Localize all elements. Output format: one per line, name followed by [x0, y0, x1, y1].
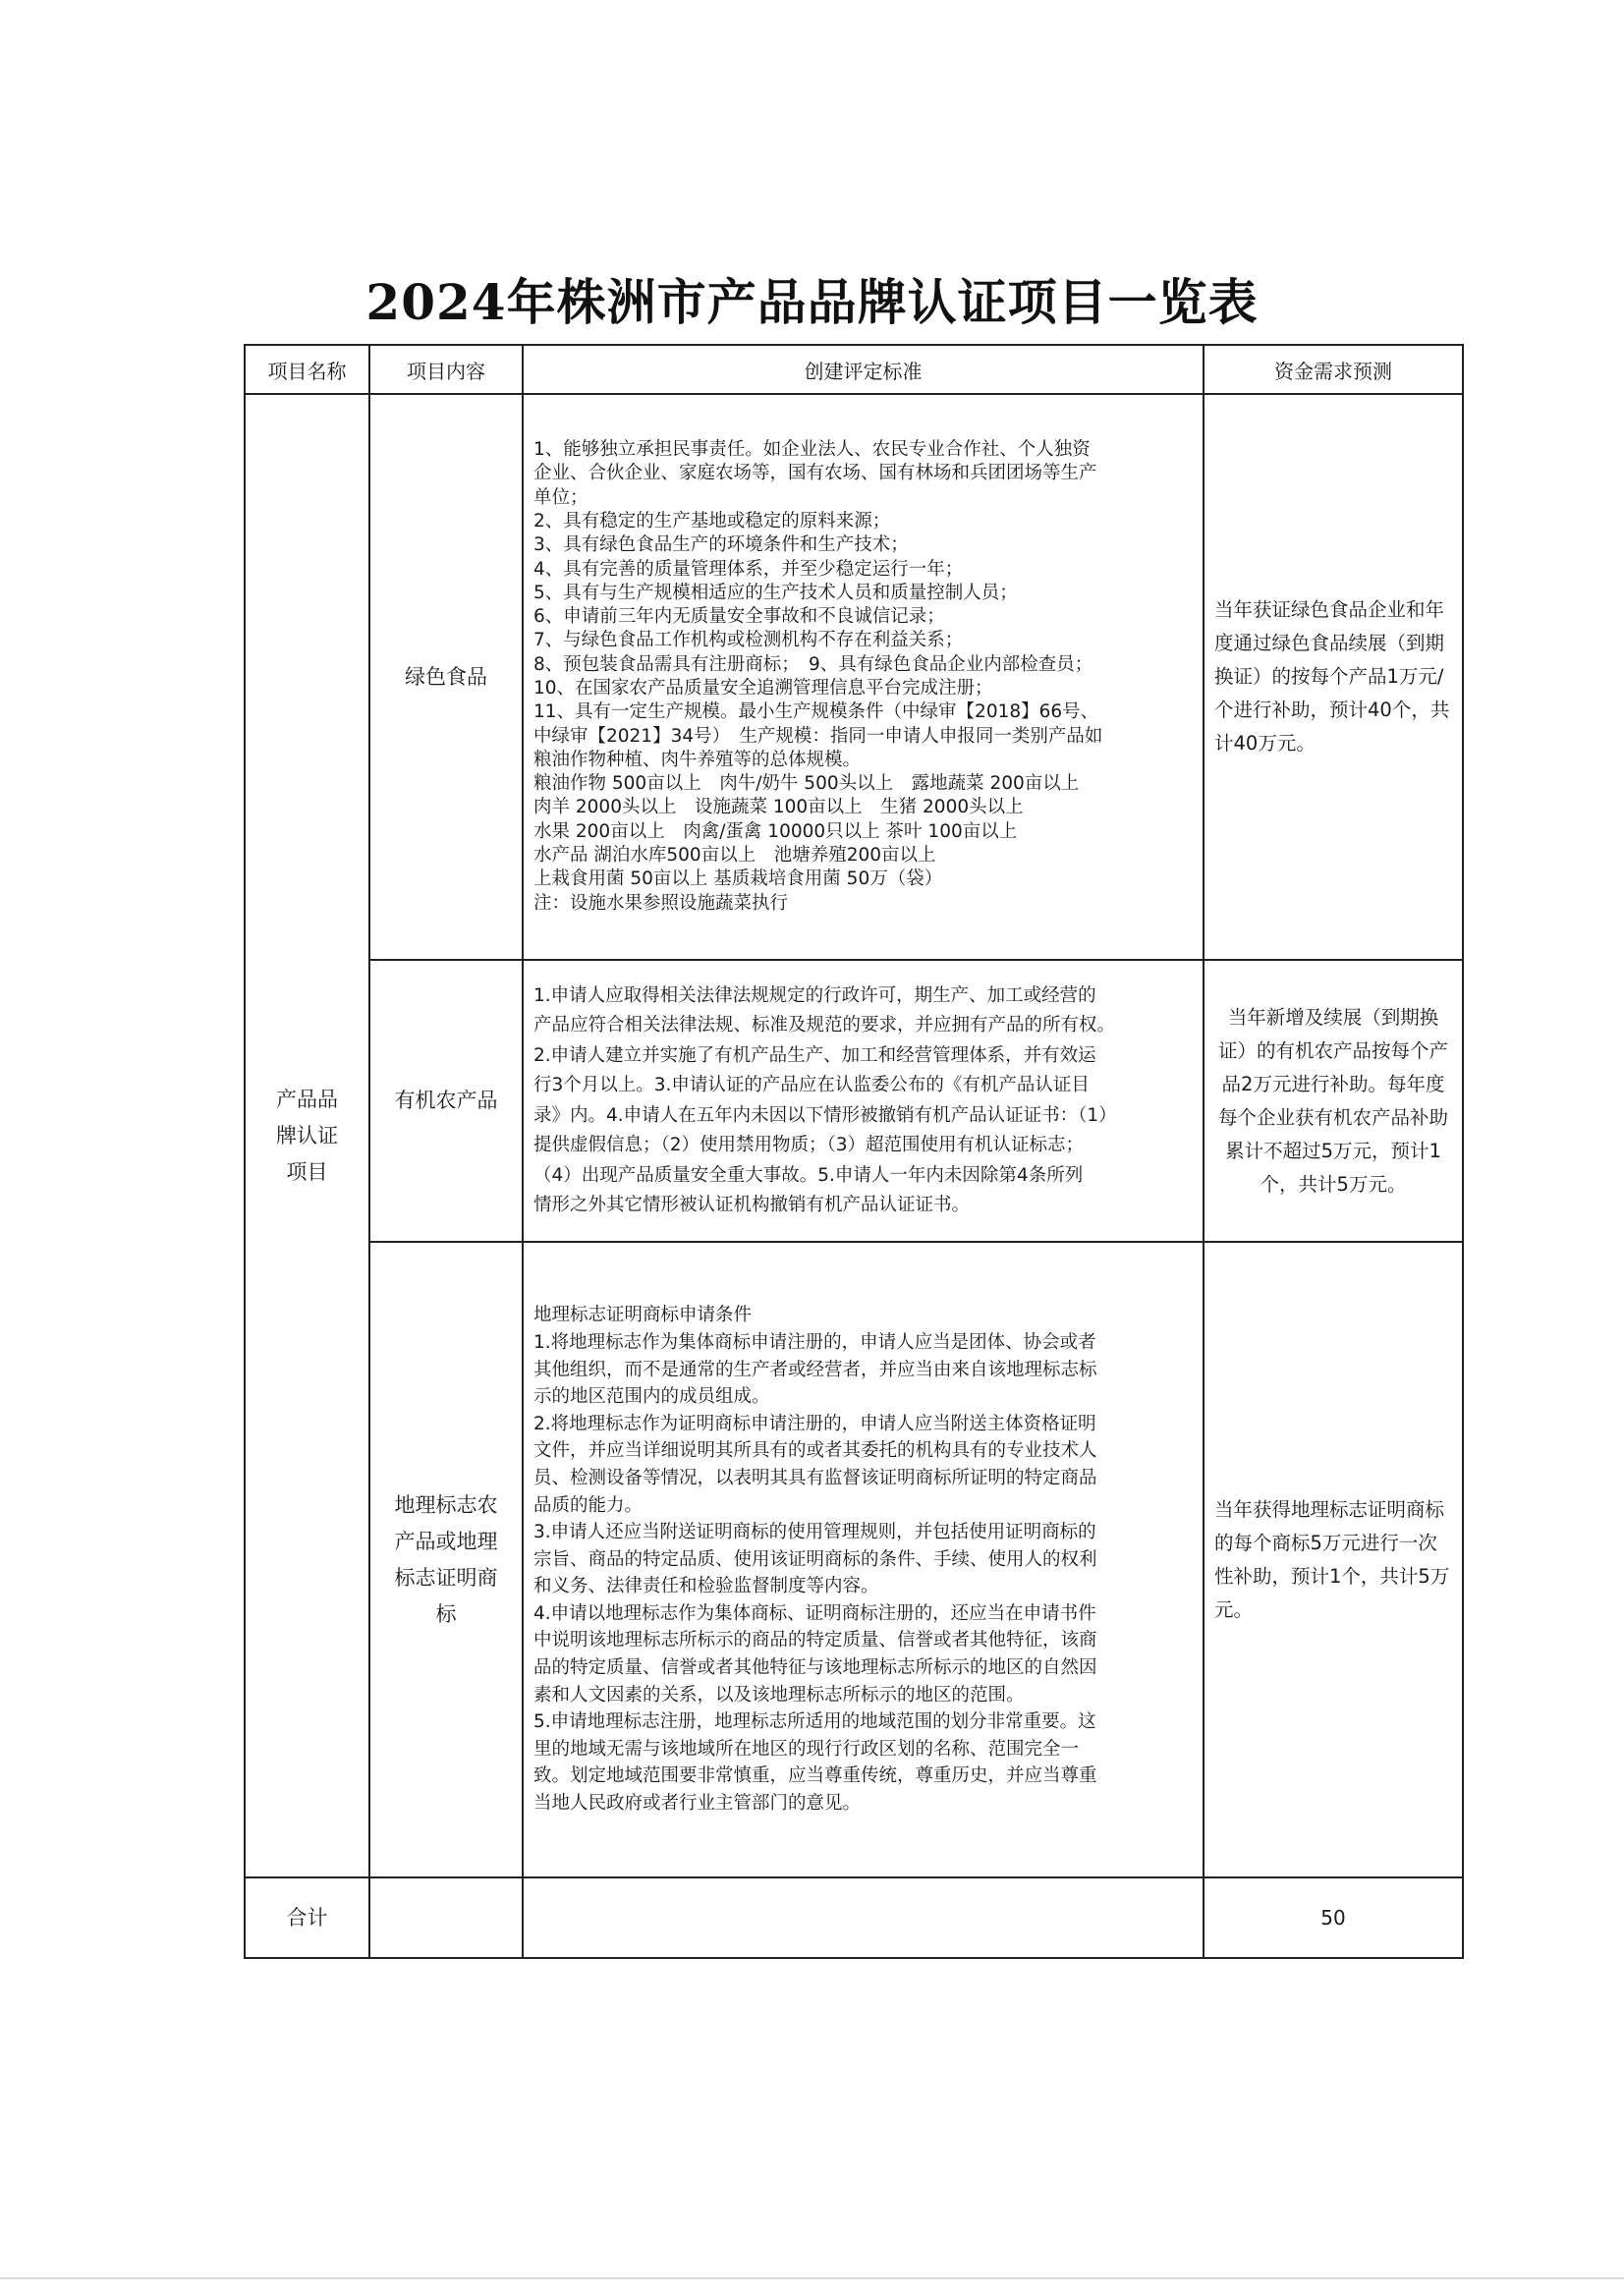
total-label: 合计 [286, 1905, 328, 1930]
standard-line: 中说明该地理标志所标示的商品的特定质量、信誉或者其他特征，该商 [533, 1630, 1097, 1651]
funding-cell [1204, 960, 1463, 1242]
table-row-green-food [245, 394, 1463, 960]
group-name: 产品品牌认证项目 [276, 1087, 338, 1184]
standard-line: 2.将地理标志作为证明商标申请注册的，申请人应当附送主体资格证明 [533, 1413, 1096, 1434]
category-label: 地理标志农产品或地理标志证明商标 [394, 1492, 498, 1626]
standard-cell [523, 394, 1204, 960]
category-label: 绿色食品 [405, 664, 487, 689]
table-header-row [245, 345, 1463, 394]
standard-cell [523, 1242, 1204, 1877]
standard-line: 粮油作物种植、肉牛养殖等的总体规模。 [533, 749, 862, 770]
standard-line: 行3个月以上。3.申请认证的产品应在认监委公布的《有机产品认证目 [533, 1075, 1090, 1095]
standard-line: 6、申请前三年内无质量安全事故和不良诚信记录； [533, 606, 945, 628]
standard-line: 品质的能力。 [533, 1494, 644, 1516]
standard-line: （4）出现产品质量安全重大事故。5.申请人一年内未因除第4条所列 [533, 1164, 1084, 1186]
standard-line: 其他组织，而不是通常的生产者或经营者，并应当由来自该地理标志标 [533, 1359, 1097, 1380]
standard-line: 地理标志证明商标申请条件 [533, 1305, 753, 1326]
standard-line: 产品应符合相关法律法规、标准及规范的要求，并应拥有产品的所有权。 [533, 1015, 1116, 1036]
standard-line: 企业、合伙企业、家庭农场等，国有农场、国有林场和兵团团场等生产 [533, 463, 1097, 484]
page-title: 2024年株洲市产品品牌认证项目一览表 [365, 273, 1259, 331]
header-project-content: 项目内容 [369, 345, 523, 394]
standard-line: 示的地区范围内的成员组成。 [533, 1386, 770, 1408]
standard-line: 5.申请地理标志注册，地理标志所适用的地域范围的划分非常重要。这 [533, 1711, 1096, 1733]
standard-line: 粮油作物 500亩以上 肉牛/奶牛 500头以上 露地蔬菜 200亩以上 [533, 773, 1080, 795]
table-row-total [245, 1877, 1463, 1958]
standard-line: 单位； [533, 486, 588, 508]
standard-line: 10、在国家农产品质量安全追溯管理信息平台完成注册； [533, 678, 993, 699]
total-value: 50 [1320, 1906, 1346, 1930]
total-empty-cell [523, 1877, 1204, 1958]
project-table [244, 344, 1464, 1959]
standard-line: 水果 200亩以上 肉禽/蛋禽 10000只以上 茶叶 100亩以上 [533, 820, 1018, 842]
category-cell [369, 960, 523, 1242]
standard-line: 情形之外其它情形被认证机构撤销有机产品认证证书。 [533, 1195, 971, 1215]
standard-line: 录》内。4.申请人在五年内未因以下情形被撤销有机产品认证证书：（1） [533, 1104, 1117, 1126]
standard-line: 上栽食用菌 50亩以上 基质栽培食用菌 50万（袋） [533, 868, 943, 890]
standard-line: 2、具有稳定的生产基地或稳定的原料来源； [533, 510, 891, 532]
standard-line: 注：设施水果参照设施蔬菜执行 [533, 892, 789, 914]
standard-line: 文件，并应当详细说明其所具有的或者其委托的机构具有的专业技术人 [533, 1440, 1097, 1462]
standard-line: 3、具有绿色食品生产的环境条件和生产技术； [533, 534, 909, 556]
standard-line: 肉羊 2000头以上 设施蔬菜 100亩以上 生猪 2000头以上 [533, 797, 1024, 818]
category-label: 有机农产品 [394, 1089, 498, 1112]
funding-text: 当年获证绿色食品企业和年度通过绿色食品续展（到期换证）的按每个产品1万元/个进行补助，预计40个，共计40万元。 [1214, 598, 1450, 755]
funding-text: 当年新增及续展（到期换证）的有机农产品按每个产品2万元进行补助。每年度每个企业获有机农产品补助累计不超过5万元，预计1个，共计5万元。 [1217, 1005, 1448, 1196]
standard-line: 11、具有一定生产规模。最小生产规模条件（中绿审【2018】66号、 [533, 701, 1099, 723]
header-standard: 创建评定标准 [523, 345, 1204, 394]
page-bottom-rule [0, 2277, 1624, 2279]
header-funding: 资金需求预测 [1204, 345, 1463, 394]
standard-line: 8、预包装食品需具有注册商标； 9、具有绿色食品企业内部检查员； [533, 653, 1093, 675]
standard-line: 4.申请以地理标志作为集体商标、证明商标注册的，还应当在申请书件 [533, 1602, 1096, 1624]
standard-line: 品的特定质量、信誉或者其他特征与该地理标志所标示的地区的自然因 [533, 1657, 1097, 1679]
funding-text: 当年获得地理标志证明商标的每个商标5万元进行一次性补助，预计1个，共计5万元。 [1214, 1497, 1450, 1621]
table-row-geo-indication [245, 1242, 1463, 1877]
standard-line: 7、与绿色食品工作机构或检测机构不存在利益关系； [533, 630, 964, 651]
standard-line: 和义务、法律责任和检验监督制度等内容。 [533, 1576, 879, 1597]
total-label-cell [245, 1877, 369, 1958]
standard-line: 员、检测设备等情况，以表明其具有监督该证明商标所证明的特定商品 [533, 1467, 1097, 1488]
group-name-cell [245, 394, 369, 1877]
standard-line: 5、具有与生产规模相适应的生产技术人员和质量控制人员； [533, 582, 1018, 603]
header-project-name: 项目名称 [245, 345, 369, 394]
standard-cell [523, 960, 1204, 1242]
standard-line: 里的地域无需与该地域所在地区的现行行政区划的名称、范围完全一 [533, 1738, 1080, 1760]
funding-cell [1204, 394, 1463, 960]
standard-line: 当地人民政府或者行业主管部门的意见。 [533, 1793, 862, 1815]
standard-line: 1.将地理标志作为集体商标申请注册的，申请人应当是团体、协会或者 [533, 1331, 1096, 1353]
standard-line: 提供虚假信息；（2）使用禁用物质；（3）超范围使用有机认证标志； [533, 1135, 1085, 1155]
standard-line: 致。划定地域范围要非常慎重，应当尊重传统，尊重历史，并应当尊重 [533, 1765, 1097, 1787]
standard-line: 2.申请人建立并实施了有机产品生产、加工和经营管理体系，并有效运 [533, 1044, 1096, 1066]
standard-line: 3.申请人还应当附送证明商标的使用管理规则，并包括使用证明商标的 [533, 1522, 1096, 1543]
standard-line: 1.申请人应取得相关法律法规规定的行政许可，期生产、加工或经营的 [533, 984, 1096, 1006]
standard-line: 宗旨、商品的特定品质、使用该证明商标的条件、手续、使用人的权利 [533, 1548, 1097, 1570]
category-cell [369, 394, 523, 960]
standard-line: 水产品 湖泊水库500亩以上 池塘养殖200亩以上 [533, 845, 936, 867]
standard-line: 素和人文因素的关系，以及该地理标志所标示的地区的范围。 [533, 1684, 1025, 1706]
total-empty-cell [369, 1877, 523, 1958]
table-row-organic [245, 960, 1463, 1242]
standard-line: 1、能够独立承担民事责任。如企业法人、农民专业合作社、个人独资 [533, 439, 1091, 461]
total-value-cell [1204, 1877, 1463, 1958]
funding-cell [1204, 1242, 1463, 1877]
category-cell [369, 1242, 523, 1877]
standard-line: 4、具有完善的质量管理体系，并至少稳定运行一年； [533, 558, 964, 580]
standard-line: 中绿审【2021】34号） 生产规模：指同一申请人申报同一类别产品如 [533, 725, 1103, 747]
